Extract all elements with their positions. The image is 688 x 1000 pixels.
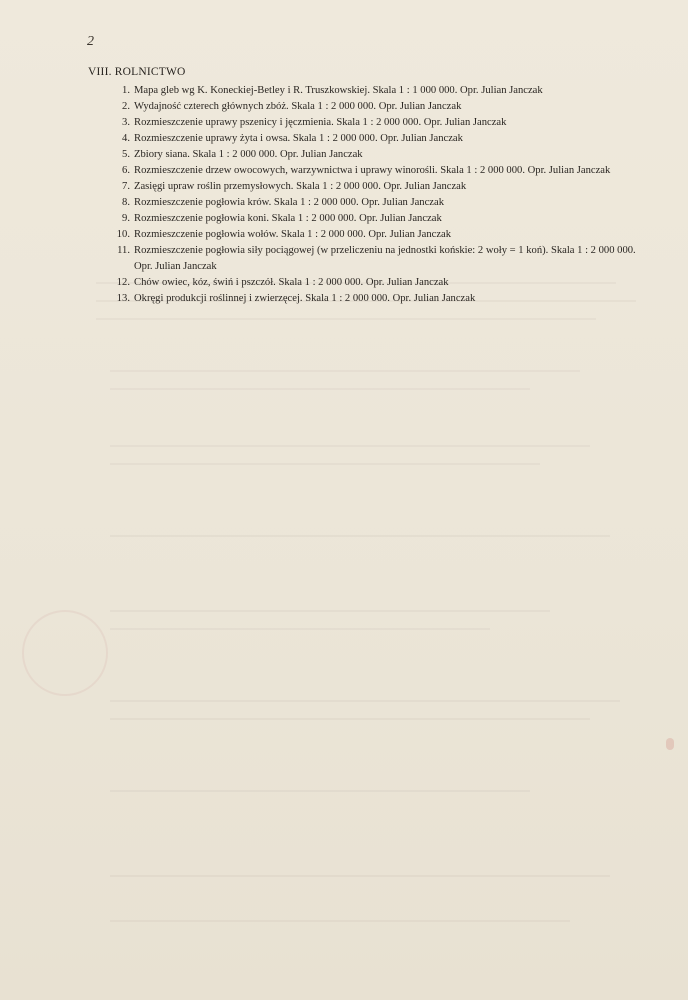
item-text: Rozmieszczenie pogłowia siły pociągowej (w przeliczeniu na jednostki końskie: 2 woły = 1 koń). Skala 1 : 2 000 000. — [134, 245, 636, 256]
list-item — [104, 147, 684, 163]
item-text: Zasięgi upraw roślin przemysłowych. Skala 1 : 2 000 000. Opr. Julian Janczak — [134, 181, 467, 192]
item-number: 10. — [116, 229, 130, 240]
item-number: 12. — [116, 277, 130, 288]
item-text: Rozmieszczenie pogłowia wołów. Skala 1 : 2 000 000. Opr. Julian Janczak — [134, 229, 452, 240]
item-text: Rozmieszczenie pogłowia krów. Skala 1 : 2 000 000. Opr. Julian Janczak — [134, 197, 444, 208]
item-number: 6. — [122, 165, 130, 176]
list-item — [104, 195, 684, 211]
ink-spot — [666, 738, 674, 750]
item-number: 4. — [122, 133, 130, 144]
faint-stamp-mark — [22, 610, 108, 696]
list-item — [104, 211, 684, 227]
list-item — [104, 179, 684, 195]
item-number: 1. — [122, 85, 130, 96]
list-item — [104, 131, 684, 147]
item-text: Rozmieszczenie drzew owocowych, warzywnictwa i uprawy winorośli. Skala 1 : 2 000 000. Opr. Julian Janczak — [134, 165, 611, 176]
item-number: 2. — [122, 101, 130, 112]
list-item — [104, 99, 684, 115]
item-text: Okręgi produkcji roślinnej i zwierzęcej. Skala 1 : 2 000 000. Opr. Julian Janczak — [134, 293, 476, 304]
map-list — [104, 83, 684, 307]
item-text: Zbiory siana. Skala 1 : 2 000 000. Opr. Julian Janczak — [134, 149, 363, 160]
item-text-continuation: Opr. Julian Janczak — [134, 261, 217, 272]
item-text: Chów owiec, kóz, świń i pszczół. Skala 1 : 2 000 000. Opr. Julian Janczak — [134, 277, 449, 288]
item-text: Rozmieszczenie pogłowia koni. Skala 1 : 2 000 000. Opr. Julian Janczak — [134, 213, 442, 224]
list-item — [104, 275, 684, 291]
item-text: Rozmieszczenie uprawy żyta i owsa. Skala 1 : 2 000 000. Opr. Julian Janczak — [134, 133, 463, 144]
item-text-block — [130, 243, 636, 275]
item-number: 11. — [117, 245, 130, 256]
item-number: 8. — [122, 197, 130, 208]
item-number: 7. — [122, 181, 130, 192]
item-number: 5. — [122, 149, 130, 160]
item-number: 3. — [122, 117, 130, 128]
list-item — [104, 291, 684, 307]
list-item — [104, 115, 684, 131]
item-text: Wydajność czterech głównych zbóż. Skala 1 : 2 000 000. Opr. Julian Janczak — [134, 101, 462, 112]
list-item — [104, 163, 684, 179]
section-title: VIII. ROLNICTWO — [88, 66, 186, 78]
list-item — [104, 243, 684, 275]
item-text: Rozmieszczenie uprawy pszenicy i jęczmienia. Skala 1 : 2 000 000. Opr. Julian Janczak — [134, 117, 507, 128]
item-number: 9. — [122, 213, 130, 224]
list-item — [104, 83, 684, 99]
item-text: Mapa gleb wg K. Koneckiej-Betley i R. Truszkowskiej. Skala 1 : 1 000 000. Opr. Julian Janczak — [134, 85, 543, 96]
page-number: 2 — [87, 34, 94, 49]
item-number: 13. — [116, 293, 130, 304]
list-item — [104, 227, 684, 243]
